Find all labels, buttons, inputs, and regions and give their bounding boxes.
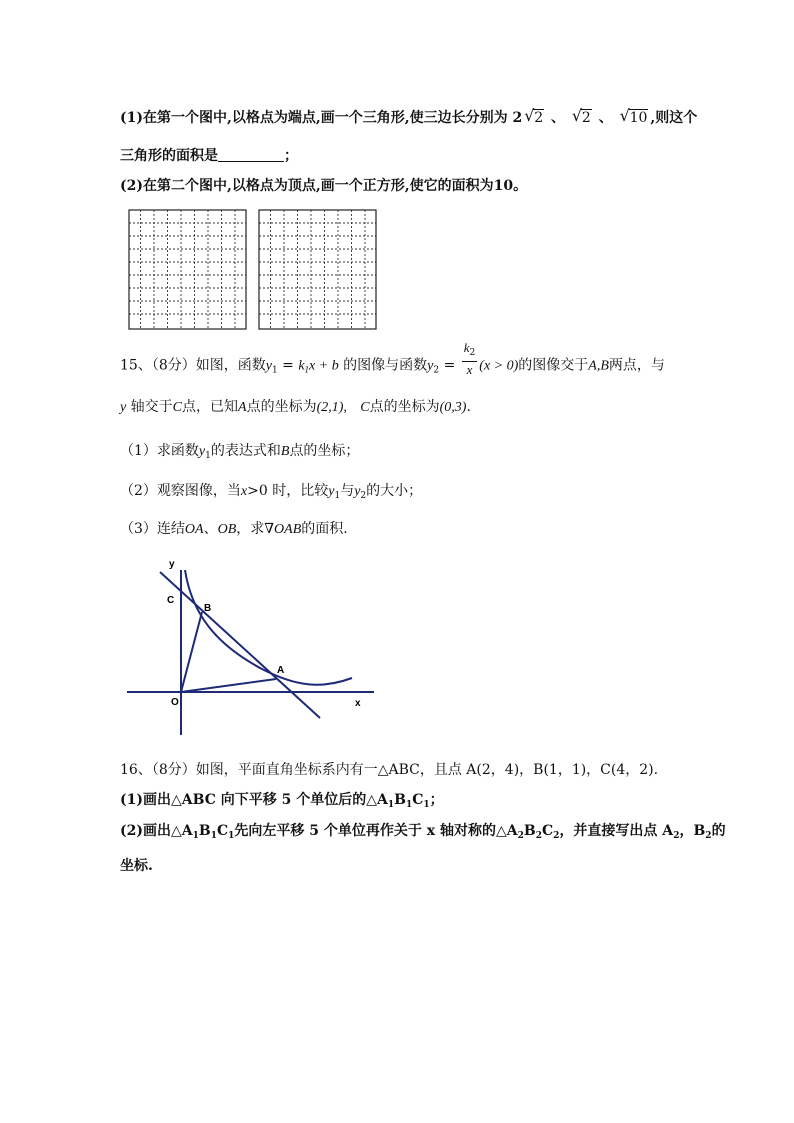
- answer-blank[interactable]: [218, 147, 284, 162]
- fraction-k2-over-x: $\frac{k_2}{x}$: [463, 340, 476, 377]
- q14-part1-line1: (1)在第一个图中,以格点为端点,画一个三角形,使三边长分别为 2 √ 2 、 √ 2 、 √ 10 ,则这个: [120, 106, 698, 126]
- label-y: y: [169, 559, 175, 570]
- line-y1: [160, 572, 320, 718]
- q14-part1-line2: 三角形的面积是 ；: [120, 148, 298, 164]
- q15-stem-line1: 15、（8分）如图，函数$y_1 = k_1x + b$ 的图像与函数$y_2$ = $\frac{k_2}{x}$ (x > 0)的图像交于A,B两点，与: [120, 340, 665, 377]
- function-graph: [122, 555, 382, 740]
- q15-sub1: （1）求函数$y_1$的表达式和B点的坐标；: [120, 443, 360, 461]
- q16-part2: (2)画出$\triangle A_1B_1C_1$先向左平移 5 个单位再作关于 x 轴对称的$\triangle A_2B_2C_2$，并直接写出点 $A_2$，$B_2$的: [120, 823, 726, 841]
- label-a: A: [277, 665, 285, 676]
- q16-part1: (1)画出△ABC 向下平移 5 个单位后的$\triangle A_1B_1C_1$；: [120, 792, 444, 810]
- q14-part2: (2)在第二个图中,以格点为顶点,画一个正方形,使它的面积为10。: [120, 178, 528, 194]
- q15-sub2: （2）观察图像，当x>0 时，比较$y_1$与$y_2$的大小；: [120, 483, 423, 501]
- q15-stem-line2: y 轴交于C点，已知A点的坐标为(2,1), C点的坐标为(0,3).: [120, 399, 471, 415]
- segment-ob: [181, 612, 202, 692]
- label-o: O: [171, 697, 179, 708]
- label-x: x: [355, 698, 361, 709]
- sqrt-2a: √ 2: [524, 106, 544, 126]
- sqrt-2b: √ 2: [571, 106, 591, 126]
- sqrt-10: √ 10: [619, 106, 648, 126]
- label-c: C: [167, 595, 175, 606]
- segment-oa: [181, 679, 276, 692]
- grid-figure-1: [127, 208, 249, 332]
- q15-sub3: （3）连结OA、OB，求∇OAB的面积.: [120, 521, 348, 537]
- q16-part2-line2: 坐标.: [120, 858, 153, 874]
- curve-y2: [185, 570, 352, 685]
- grid-figure-2: [257, 208, 379, 332]
- label-b: B: [204, 603, 212, 614]
- q16-stem: 16、（8分）如图，平面直角坐标系内有一△ABC，且点 A(2，4)，B(1，1)，C(4，2).: [120, 762, 659, 778]
